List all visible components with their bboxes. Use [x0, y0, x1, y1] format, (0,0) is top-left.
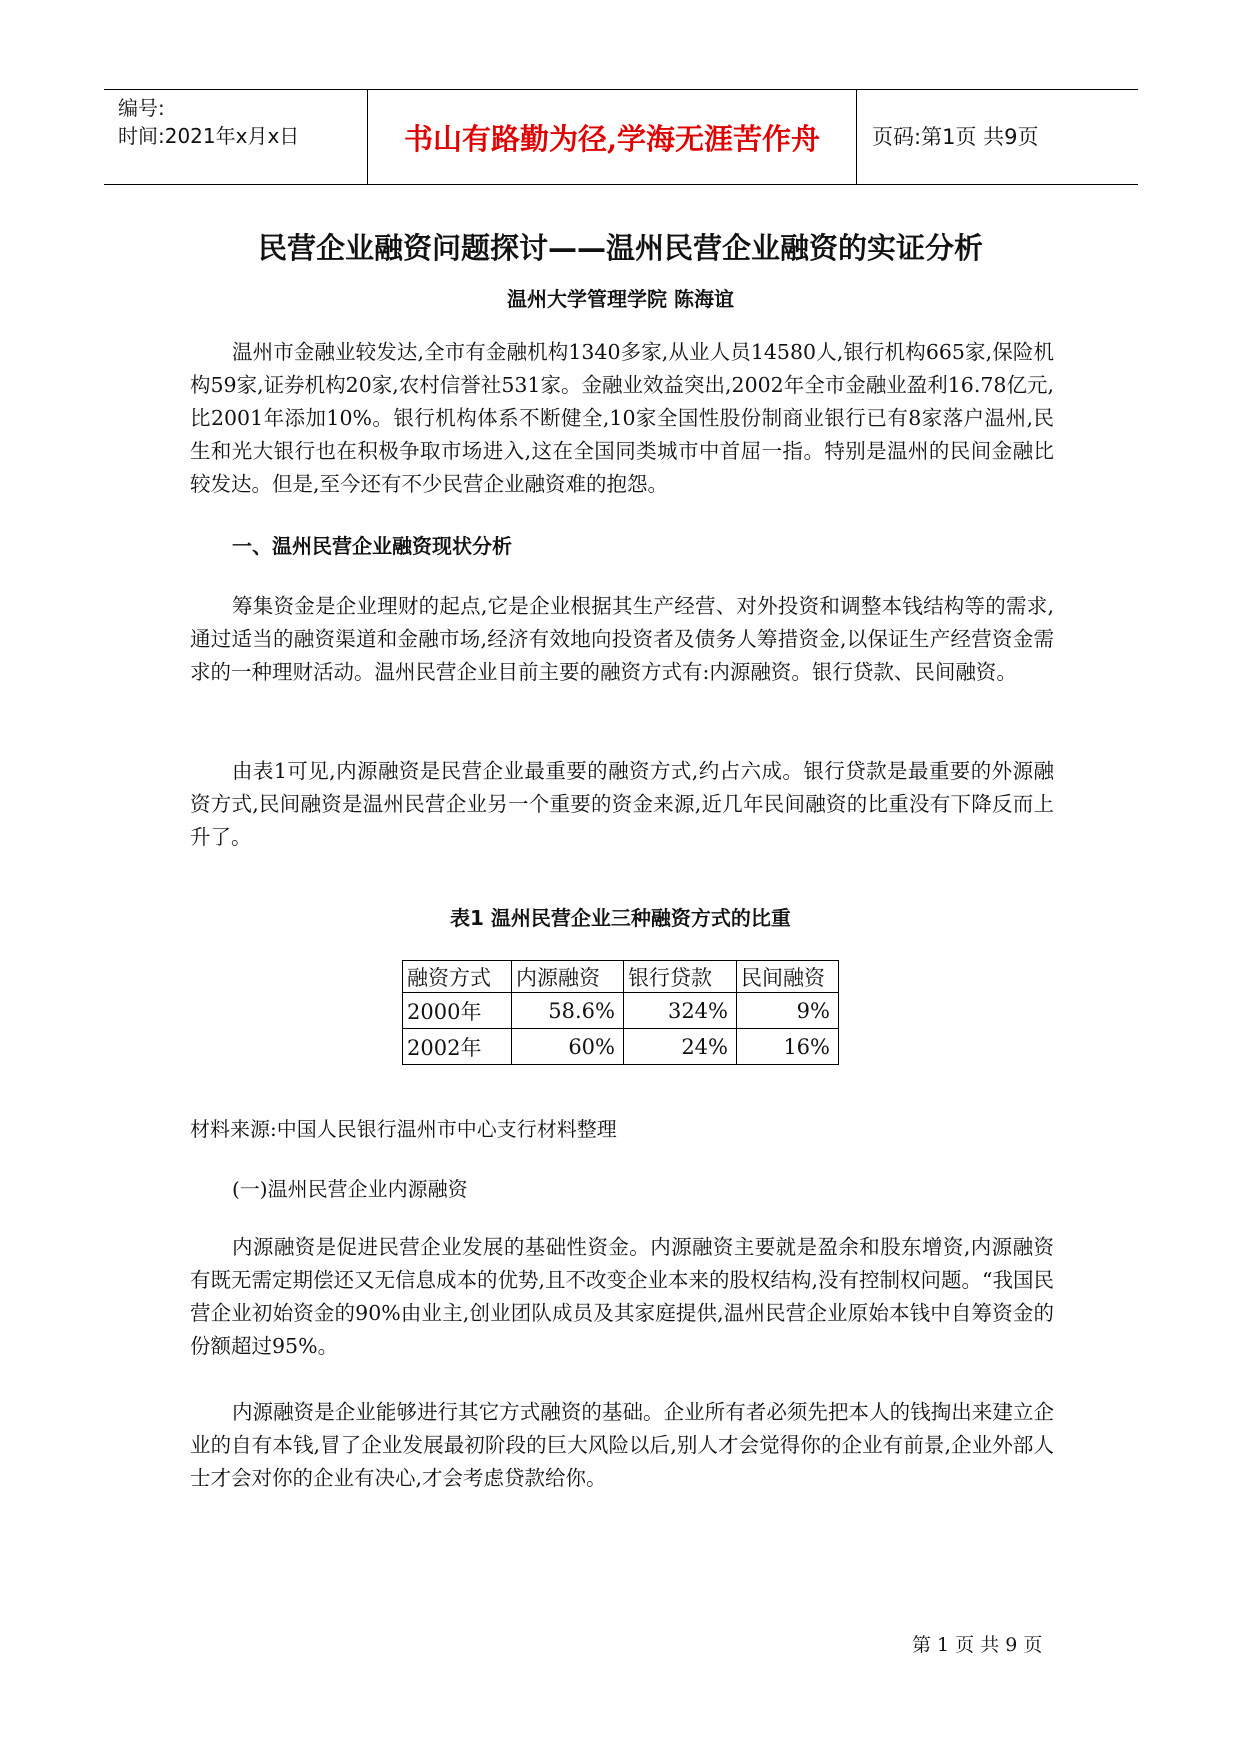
header-meta: [118, 94, 368, 150]
table-cell-value: 58.6%: [512, 993, 624, 1029]
table-header-cell: 融资方式: [403, 961, 512, 993]
table-row: [403, 993, 839, 1029]
header-number-label: 编号:: [118, 96, 165, 120]
header-divider: [856, 90, 857, 184]
table-header-row: [403, 961, 839, 993]
table-caption: 表1 温州民营企业三种融资方式的比重: [450, 906, 791, 930]
table-cell-value: 16%: [737, 1029, 839, 1065]
table-header-cell: 内源融资: [512, 961, 624, 993]
table-cell-year: 2002年: [403, 1029, 512, 1065]
table-cell-value: 324%: [624, 993, 737, 1029]
table-cell-value: 60%: [512, 1029, 624, 1065]
subsection-heading: (一)温州民营企业内源融资: [232, 1177, 468, 1201]
table-header-cell: 民间融资: [737, 961, 839, 993]
table-cell-value: 24%: [624, 1029, 737, 1065]
paragraph-financing-definition: 筹集资金是企业理财的起点,它是企业根据其生产经营、对外投资和调整本钱结构等的需求,通过适当的融资渠道和金融市场,经济有效地向投资者及债务人筹措资金,以保证生产经营资金需求的一种理财活动。温州民营企业目前主要的融资方式有:内源融资。银行贷款、民间融资。: [190, 594, 1054, 684]
paragraph-table-summary: 由表1可见,内源融资是民营企业最重要的融资方式,约占六成。银行贷款是最重要的外源融资方式,民间融资是温州民营企业另一个重要的资金来源,近几年民间融资的比重没有下降反而上升了。: [190, 759, 1054, 849]
section-heading: 一、温州民营企业融资现状分析: [232, 534, 512, 558]
header-motto: 书山有路勤为径,学海无涯苦作舟: [403, 121, 821, 156]
author-line: 温州大学管理学院 陈海谊: [507, 287, 734, 311]
table-header-cell: 银行贷款: [624, 961, 737, 993]
table-row: [403, 1029, 839, 1065]
paragraph-intro: 温州市金融业较发达,全市有金融机构1340多家,从业人员14580人,银行机构665家,保险机构59家,证券机构20家,农村信誉社531家。金融业效益突出,2002年全市金融业盈利16.78亿元,比2001年添加10%。银行机构体系不断健全,10家全国性股份制商业银行已有8家落户温州,民生和光大银行也在积极争取市场进入,这在全国同类城市中首屈一指。特别是温州的民间金融比较发达。但是,至今还有不少民营企业融资难的抱怨。: [190, 340, 1054, 496]
page-footer: 第 1 页 共 9 页: [912, 1634, 1043, 1656]
financing-ratio-table: [402, 960, 839, 1065]
header-time-label: 时间:2021年x月x日: [118, 124, 300, 148]
paragraph-internal-financing: 内源融资是促进民营企业发展的基础性资金。内源融资主要就是盈余和股东增资,内源融资有既无需定期偿还又无信息成本的优势,且不改变企业本来的股权结构,没有控制权问题。“我国民营企业初始资金的90%由业主,创业团队成员及其家庭提供,温州民营企业原始本钱中自筹资金的份额超过95%。: [190, 1235, 1055, 1358]
document-header: [104, 89, 1138, 185]
table-cell-value: 9%: [737, 993, 839, 1029]
header-page-label: 页码:第1页 共9页: [872, 125, 1039, 149]
paragraph-internal-financing-basis: 内源融资是企业能够进行其它方式融资的基础。企业所有者必须先把本人的钱掏出来建立企业的自有本钱,冒了企业发展最初阶段的巨大风险以后,别人才会觉得你的企业有前景,企业外部人士才会对你的企业有决心,才会考虑贷款给你。: [190, 1400, 1054, 1490]
table-cell-year: 2000年: [403, 993, 512, 1029]
source-note: 材料来源:中国人民银行温州市中心支行材料整理: [190, 1117, 617, 1141]
document-title: 民营企业融资问题探讨——温州民营企业融资的实证分析: [257, 231, 983, 265]
